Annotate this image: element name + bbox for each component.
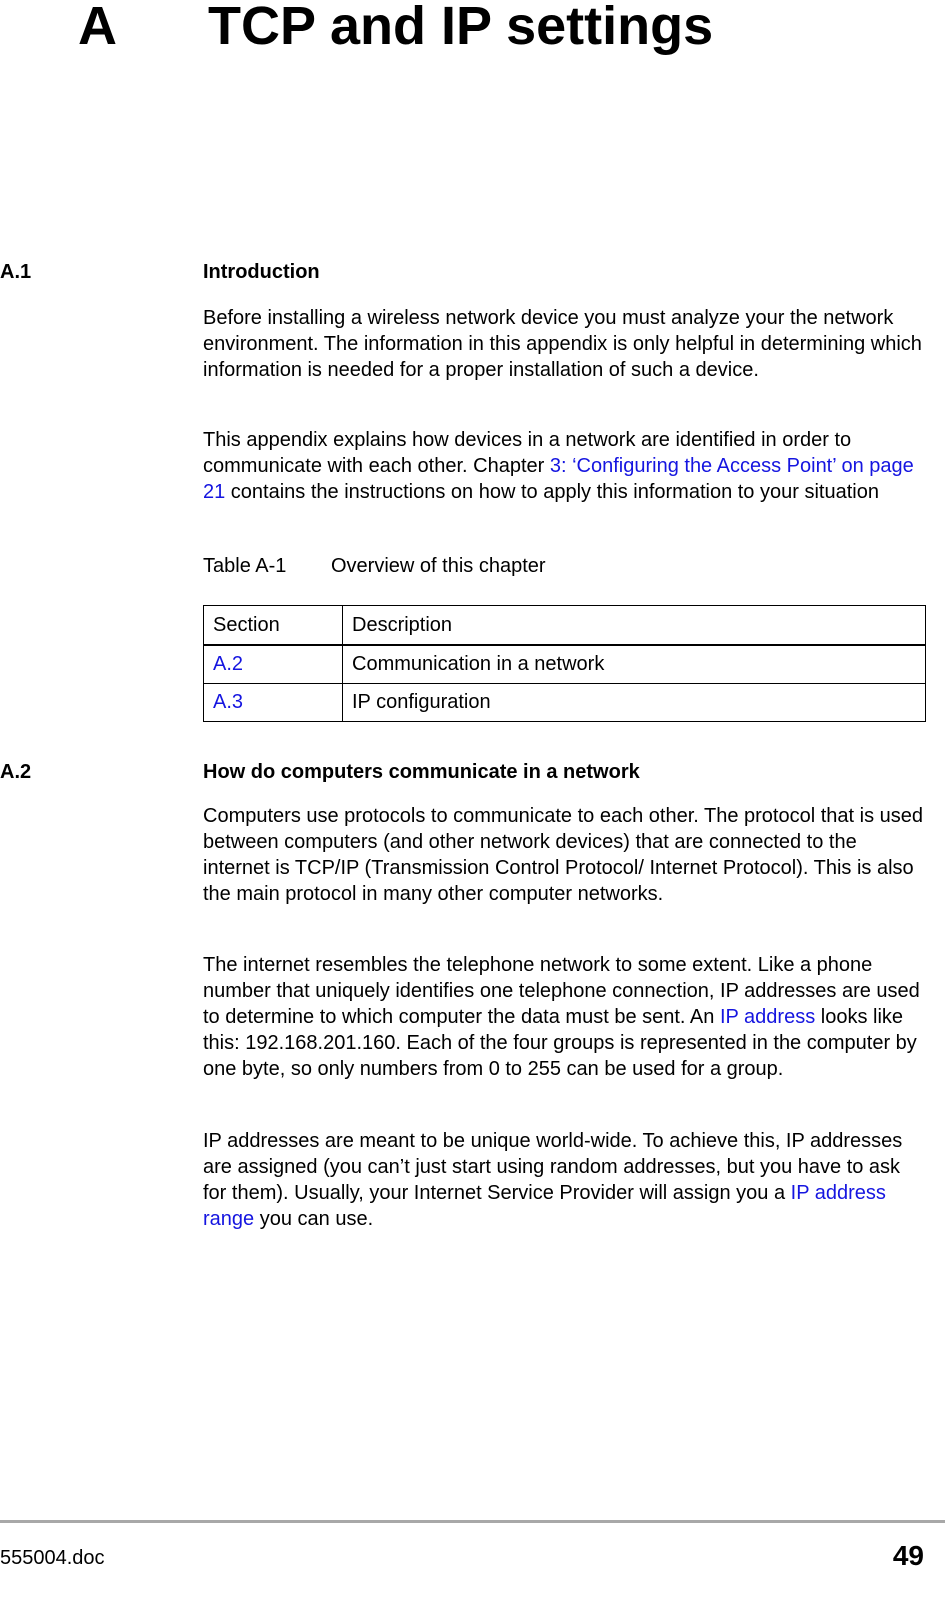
table-caption [203, 553, 546, 579]
section-number: A.1 [0, 261, 32, 283]
paragraph-text: you can use. [254, 1208, 374, 1230]
paragraph [203, 952, 928, 1082]
table-row [204, 645, 926, 684]
paragraph [203, 427, 928, 505]
table-row [204, 684, 926, 722]
paragraph-text: This appendix explains how devices in a network are identified in order to communicate with each other. Chapter [203, 429, 852, 477]
paragraph [203, 1128, 928, 1232]
ip-address-range-link[interactable]: IP address range [203, 1182, 886, 1230]
table-cell: IP configuration [343, 684, 926, 722]
section-title: How do computers communicate in a network [203, 761, 640, 783]
chapter-heading [78, 0, 713, 60]
section-title: Introduction [203, 261, 320, 283]
column-header: Description [343, 606, 926, 646]
section-number: A.2 [0, 761, 32, 783]
ip-address-link[interactable]: IP address [719, 1006, 816, 1028]
paragraph: Computers use protocols to communicate to each other. The protocol that is used between computers (and other network devices) that are connected to the internet is TCP/IP (Transmission Control Protocol/ Internet Protocol). This is also the main protocol in many other computer networks. [203, 805, 924, 905]
section-link[interactable]: A.2 [204, 645, 343, 684]
paragraph-text: contains the instructions on how to apply this information to your situation [225, 481, 879, 503]
footer-document-name: 555004.doc [0, 1547, 105, 1569]
column-header: Section [204, 606, 343, 646]
paragraph: Before installing a wireless network device you must analyze your the network environment. The information in this appendix is only helpful in determining which information is needed for a proper installation of such a device. [203, 307, 922, 381]
overview-table [203, 605, 926, 722]
table-caption-text: Overview of this chapter [331, 555, 546, 577]
table-caption-label: Table A-1 [203, 555, 287, 577]
table-header-row [204, 606, 926, 646]
table-cell: Communication in a network [343, 645, 926, 684]
page-number: 49 [892, 1540, 924, 1571]
chapter-letter: A [78, 0, 117, 56]
section-link[interactable]: A.3 [204, 684, 343, 722]
footer-divider [0, 1520, 945, 1523]
chapter-title: TCP and IP settings [208, 0, 714, 56]
paragraph-text: IP addresses are meant to be unique world-wide. To achieve this, IP addresses are assigned (you can’t just start using random addresses, but you have to ask for them). Usually, your Internet Service Provider will assign you a [203, 1130, 903, 1204]
chapter-link[interactable]: 3: ‘Configuring the Access Point’ on page 21 [203, 455, 914, 503]
paragraph-text: The internet resembles the telephone network to some extent. Like a phone number that uniquely identifies one telephone connection, IP addresses are used to determine to which computer the data must be sent. An [203, 954, 920, 1028]
paragraph-text: looks like this: 192.168.201.160. Each of the four groups is represented in the computer by one byte, so only numbers from 0 to 255 can be used for a group. [203, 1006, 917, 1080]
